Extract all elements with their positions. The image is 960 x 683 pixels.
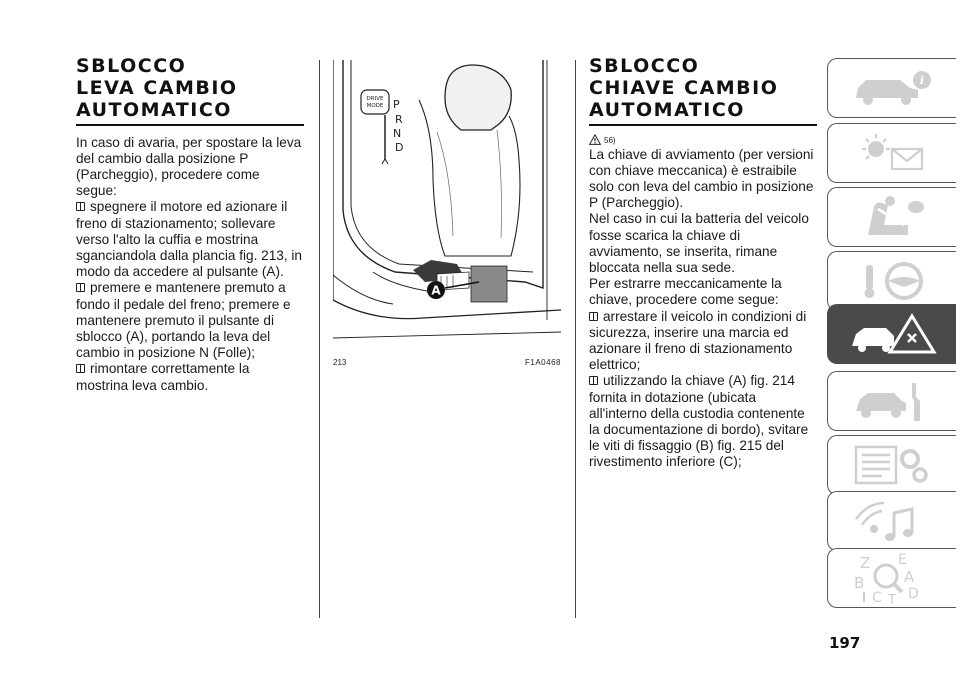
- sidebar-tab-warning-lights[interactable]: [827, 123, 956, 183]
- right-heading: [589, 55, 817, 121]
- gear-letter-r: R: [395, 113, 403, 126]
- maintenance-icon: [842, 379, 942, 423]
- right-paragraph: La chiave di avviamento (per versioni con chiave meccanica) è estraibile solo con leva del cambio in posizione P (Parcheggio).: [589, 146, 814, 211]
- page-number: 197: [829, 634, 861, 652]
- index-letter: T: [888, 593, 896, 606]
- index-icon: [842, 550, 942, 606]
- right-paragraph: Per estrarre meccanicamente la chiave, procedere come segue:: [589, 276, 782, 308]
- svg-text:i: i: [919, 74, 925, 87]
- technical-data-icon: [842, 443, 942, 487]
- index-letter: B: [854, 574, 865, 592]
- sidebar-tab-car-info[interactable]: [827, 58, 956, 118]
- column-divider-left: [319, 60, 320, 618]
- gear-letter-n: N: [393, 127, 402, 140]
- callout-a-label: A: [431, 283, 441, 298]
- multimedia-icon: [842, 499, 942, 543]
- left-intro: In caso di avaria, per spostare la leva del cambio dalla posizione P (Parcheggio), procedere come segue:: [76, 134, 302, 199]
- gear-shifter-illustration: [333, 60, 561, 357]
- warning-triangle-icon: [589, 134, 601, 145]
- figure-number: 213: [333, 358, 347, 367]
- right-heading-line: SBLOCCO: [589, 55, 700, 77]
- steering-start-icon: [842, 259, 942, 303]
- right-bullet: arrestare il veicolo in condizioni di sicurezza, inserire una marcia ed azionare il freno di stazionamento elettrico;: [589, 309, 817, 374]
- right-body: [589, 147, 817, 471]
- drive-mode-label: DRIVE: [366, 96, 384, 102]
- index-letter: A: [904, 568, 915, 586]
- left-bullet: spegnere il motore ed azionare il freno di stazionamento; sollevare verso l'alto la cuffia e mostrina sganciandola dalla plancia fig. 213, in modo da accedere al pulsante (A).: [76, 199, 304, 280]
- sidebar-tab-index[interactable]: [827, 548, 956, 608]
- sidebar-tab-seat-safety[interactable]: [827, 187, 956, 247]
- index-letter: E: [898, 552, 907, 568]
- sidebar-tab-emergency[interactable]: [827, 304, 956, 364]
- right-heading-line: AUTOMATICO: [589, 99, 745, 121]
- right-heading-rule: [589, 124, 817, 126]
- left-heading-line: LEVA CAMBIO: [76, 77, 238, 99]
- index-letter: Z: [860, 554, 871, 572]
- sidebar-tab-maintenance[interactable]: [827, 371, 956, 431]
- gear-letter-d: D: [395, 141, 404, 154]
- index-letter: D: [908, 586, 919, 602]
- right-column: [589, 55, 817, 471]
- left-column: [76, 55, 304, 394]
- left-heading-line: AUTOMATICO: [76, 99, 232, 121]
- left-heading-rule: [76, 124, 304, 126]
- index-letter: C: [872, 590, 882, 606]
- warning-reference: [589, 134, 817, 145]
- right-heading-line: CHIAVE CAMBIO: [589, 77, 779, 99]
- seat-safety-icon: [842, 195, 942, 239]
- drive-mode-label: MODE: [366, 103, 384, 109]
- left-body: [76, 135, 304, 394]
- figure-code: F1A0468: [525, 358, 561, 367]
- drive-mode-button: [361, 90, 389, 114]
- right-bullet: utilizzando la chiave (A) fig. 214 fornita in dotazione (ubicata all'interno della custodia contenente la documentazione di bordo), svitare le viti di fissaggio (B) fig. 215 del rivestimento inferiore (C);: [589, 373, 817, 470]
- sidebar-tab-steering-start[interactable]: [827, 251, 956, 311]
- car-info-icon: [842, 66, 942, 110]
- left-bullet: premere e mantenere premuto a fondo il pedale del freno; premere e mantenere premuto il pulsante di sblocco (A), portando la leva del cambio in posizione N (Folle);: [76, 280, 304, 361]
- right-paragraph: Nel caso in cui la batteria del veicolo fosse scarica la chiave di avviamento, se inserita, rimane bloccata nella sua sede.: [589, 211, 809, 275]
- column-divider-right: [575, 60, 576, 618]
- left-heading: [76, 55, 304, 121]
- warning-lights-icon: [842, 131, 942, 175]
- left-heading-line: SBLOCCO: [76, 55, 187, 77]
- sidebar-tab-technical-data[interactable]: [827, 435, 956, 495]
- emergency-icon: [842, 312, 942, 356]
- left-bullet: rimontare correttamente la mostrina leva cambio.: [76, 361, 304, 393]
- gear-letter-p: P: [393, 98, 400, 111]
- warning-ref-number: 56): [604, 135, 616, 145]
- sidebar-tab-multimedia[interactable]: [827, 491, 956, 551]
- figure-213: [333, 60, 561, 357]
